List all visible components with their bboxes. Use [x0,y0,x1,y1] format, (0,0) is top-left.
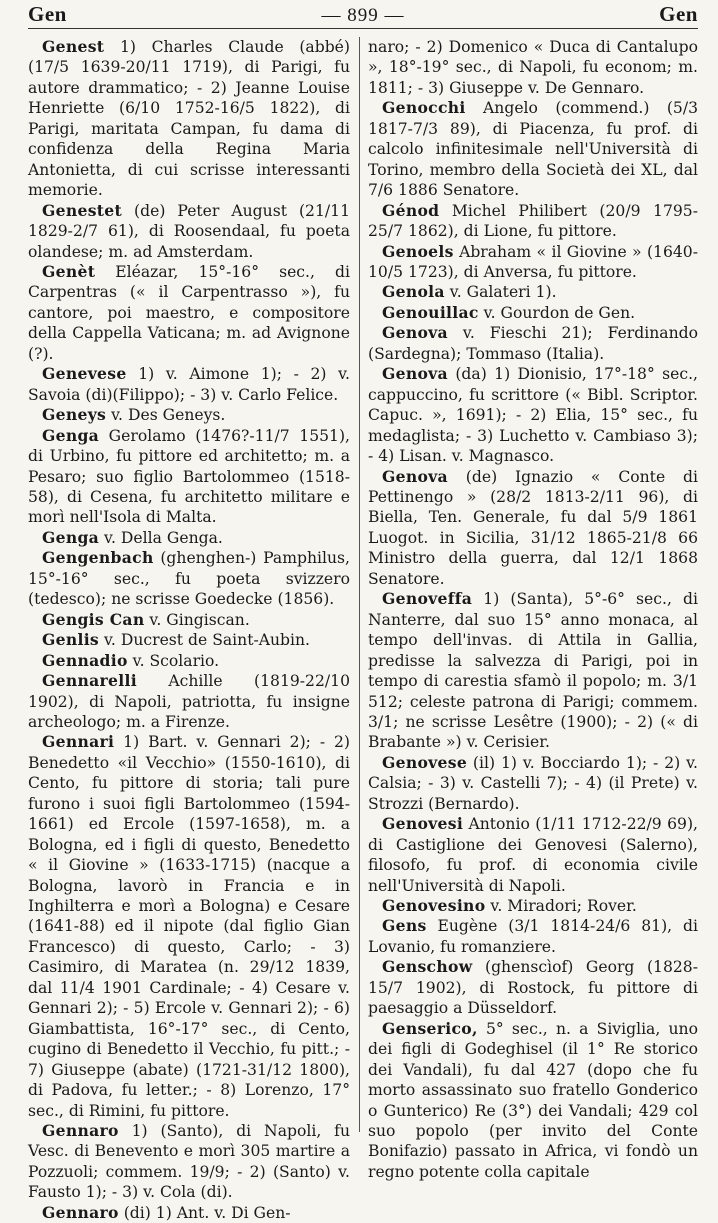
dictionary-entry [368,814,698,896]
dictionary-entry [368,753,698,814]
entry-text: v. Fieschi 21); Ferdinando (Sardegna); Tommaso (Italia). [368,324,698,363]
entry-text: v. Galateri 1). [444,283,557,302]
entry-text: Gerolamo (1476?-11/7 1551), di Urbino, fu pittore ed architetto; m. a Pesaro; suo figlio Bartolommeo (1518-58), di Cesena, fu architetto militare e morì nell'Isola di Malta. [28,426,350,527]
entry-text: (ghenscìof) Georg (1828-15/7 1902), di Rostock, fu pittore di paesaggio a Düsseldorf. [368,958,698,1018]
entry-headword: Genoels [382,241,454,261]
entry-text: Abraham « il Giovine » (1640-10/5 1723), di Anversa, fu pittore. [368,242,698,281]
entry-headword: Gengis Can [42,609,145,629]
header-right-guideword: Gen [659,2,698,26]
entry-text: v. Des Geneys. [106,406,226,425]
entry-text: (de) Ignazio « Conte di Pettinengo » (28/2 1813-2/11 96), di Biella, Ten. Generale, fu dal 5/9 1861 Luogot. in Sicilia, 31/12 1865-21/8 66 Ministro della guerra, dal 12/1 1868 Senatore. [368,467,698,588]
entry-headword: Genova [382,323,448,343]
entry-headword: Gennaro [42,1202,119,1222]
dictionary-entry [28,630,350,650]
entry-text: (da) 1) Dionisio, 17°-18° sec., cappuccino, fu scrittore (« Bibl. Scriptor. Capuc. », 1691); - 2) Elia, 15° sec., fu medaglista; - 3) Luchetto v. Cambiaso 3); - 4) Lisan. v. Magnasco. [368,365,698,466]
dictionary-entry [28,201,350,262]
entry-text: naro; - 2) Domenico « Duca di Cantalupo », 18°-19° sec., di Napoli, fu econom; m. 1811; - 3) Giuseppe v. De Gennaro. [368,38,698,97]
dictionary-entry [28,732,350,1121]
entry-headword: Genestet [42,200,123,220]
entry-headword: Genovesi [382,814,464,834]
entry-text: Achille (1819-22/10 1902), di Napoli, patriotta, fu insigne archeologo; m. a Firenze. [28,672,350,731]
dictionary-entry [368,364,698,466]
dictionary-entry [368,303,698,323]
entry-text: 1) Charles Claude (abbé) (17/5 1639-20/11 1719), di Parigi, fu autore drammatico; - 2) Jeanne Louise Henriette (6/10 1752-16/5 1822), di Parigi, maritata Campan, fu dama di confidenza della Regina Maria Antonietta, di cui scrisse interessanti memorie. [28,38,350,200]
entry-headword: Genola [382,282,445,302]
dictionary-entry [28,671,350,732]
left-column [28,37,350,1222]
entry-text: (di) 1) Ant. v. Di Gen- [118,1203,291,1222]
entry-headword: Genova [382,364,448,384]
entry-headword: Genlis [42,630,100,650]
entry-headword: Genèt [42,261,96,281]
entry-text: Eléazar, 15°-16° sec., di Carpentras (« il Carpentrasso »), fu cantore, poi maestro, e compositore della Cappella Vaticana; m. ad Avignone (?). [28,262,350,363]
entry-headword: Genova [382,466,448,486]
entry-headword: Genserico, [382,1018,478,1038]
dictionary-entry [368,201,698,242]
entry-headword: Gennaro [42,1121,119,1141]
dictionary-entry [368,98,698,200]
entry-text: v. Miradori; Rover. [485,897,637,916]
entry-headword: Genoveffa [382,589,473,609]
dictionary-entry [28,548,350,609]
dictionary-entry [28,364,350,405]
entry-headword: Genga [42,425,100,445]
dictionary-entry [28,37,350,201]
page-number: — 899 — [321,5,405,26]
dictionary-entry [368,896,698,916]
dictionary-entry [368,37,698,98]
entry-text: (ghenghen-) Pamphilus, 15°-16° sec., fu poeta svizzero (tedesco); ne scrisse Goedecke (1856). [28,549,350,609]
dictionary-entry [368,1019,698,1183]
dictionary-entry [28,528,350,548]
entry-headword: Genschow [382,957,473,977]
entry-headword: Gengenbach [42,548,154,568]
text-columns [28,37,698,1222]
entry-headword: Génod [382,200,440,220]
entry-headword: Genovese [382,752,468,772]
dictionary-entry [368,467,698,590]
dictionary-entry [28,426,350,528]
right-column [368,37,698,1181]
dictionary-entry [368,957,698,1018]
dictionary-entry [28,1203,350,1223]
entry-headword: Genest [42,37,105,56]
entry-headword: Gennadio [42,650,128,670]
dictionary-entry [28,405,350,425]
entry-headword: Genovesino [382,896,486,916]
dictionary-entry [28,651,350,671]
page-header [28,2,698,29]
entry-headword: Genouillac [382,302,479,322]
entry-headword: Genga [42,527,100,547]
entry-text: (de) Peter August (21/11 1829-2/7 61), di Roosendaal, fu poeta olandese; m. ad Amsterdam. [28,201,350,261]
header-left-guideword: Gen [28,2,67,26]
dictionary-entry [368,242,698,283]
entry-text: Angelo (commend.) (5/3 1817-7/3 89), di Piacenza, fu prof. di calcolo infinitesimale nell'Università di Torino, membro della Società dei XL, dal 7/6 1886 Senatore. [368,99,698,200]
entry-text: 1) Bart. v. Gennari 2); - 2) Benedetto «il Vecchio» (1550-1610), di Cento, fu pittore di storia; tali pure furono i suoi figli Bartolommeo (1594-1661) ed Ercole (1597-1658), m. a Bologna, ed i figli di questo, Benedetto « il Giovine » (1633-1715) (nacque a Bologna, lavorò in Francia e in Inghilterra e morì a Bologna) e Cesare (1641-88) ed il nipote (dal figlio Gian Francesco) di questo, Carlo; - 3) Casimiro, di Maratea (n. 29/12 1839, dal 11/4 1901 Cardinale; - 4) Cesare v. Gennari 2); - 5) Ercole v. Gennari 2); - 6) Giambattista, 16°-17° sec., di Cento, cugino di Benedetto il Vecchio, fu pitt.; - 7) Giuseppe (abate) (1721-31/12 1800), di Padova, fu letter.; - 8) Lorenzo, 17° sec., di Rimini, fu pittore. [28,733,350,1120]
entry-headword: Gennari [42,732,115,752]
dictionary-entry [28,610,350,630]
entry-text: 1) (Santo), di Napoli, fu Vesc. di Benevento e morì 305 martire a Pozzuoli; commem. 19/9; - 2) (Santo) v. Fausto 1); - 3) v. Cola (di). [28,1122,350,1202]
entry-text: 1) v. Aimone 1); - 2) v. Savoia (di)(Filippo); - 3) v. Carlo Felice. [28,365,350,404]
entry-headword: Genocchi [382,98,466,118]
entry-text: Michel Philibert (20/9 1795-25/7 1862), di Lione, fu pittore. [368,201,698,241]
entry-text: v. Della Genga. [99,528,223,547]
entry-text: v. Ducrest de Saint-Aubin. [99,631,311,650]
dictionary-entry [28,262,350,364]
entry-text: 1) (Santa), 5°-6° sec., di Nanterre, dal suo 15° anno monaca, al tempo dell'invas. di Attila in Gallia, predisse la salvezza di Parigi, poi in tempo di carestia sfamò il popolo; m. 3/1 512; celeste patrona di Parigi; commem. 3/1; ne scrisse Lesêtre (1900); - 2) (« di Brabante ») v. Cerisier. [368,590,698,752]
entry-text: v. Gingiscan. [144,610,250,629]
entry-text: Eugène (3/1 1814-24/6 81), di Lovanio, fu romanziere. [368,917,698,956]
dictionary-entry [368,916,698,957]
dictionary-entry [368,589,698,753]
entry-text: v. Gourdon de Gen. [478,303,636,322]
dictionary-entry [28,1121,350,1203]
entry-text: (il) 1) v. Bocciardo 1); - 2) v. Calsia; - 3) v. Castelli 7); - 4) (il Prete) v. Strozzi (Bernardo). [368,753,698,813]
entry-text: Antonio (1/11 1712-22/9 69), di Castiglione dei Genovesi (Salerno), filosofo, fu prof. di economia civile nell'Università di Napoli. [368,815,698,895]
dictionary-entry [368,282,698,302]
entry-headword: Geneys [42,405,107,425]
dictionary-entry [368,323,698,364]
entry-text: 5° sec., n. a Siviglia, uno dei figli di Godeghisel (il 1° Re storico dei Vandali), fu dal 427 (dopo che fu morto assassinato suo fratello Gonderico o Gunterico) Re (3°) dei Vandali; 429 col suo popolo (per invito del Conte Bonifazio) passato in Africa, vi fondò un regno potente colla capitale [368,1019,698,1181]
column-divider [359,37,360,1132]
entry-headword: Gens [382,916,427,936]
entry-text: v. Scolario. [127,651,220,670]
entry-headword: Genevese [42,364,127,384]
entry-headword: Gennarelli [42,671,137,691]
